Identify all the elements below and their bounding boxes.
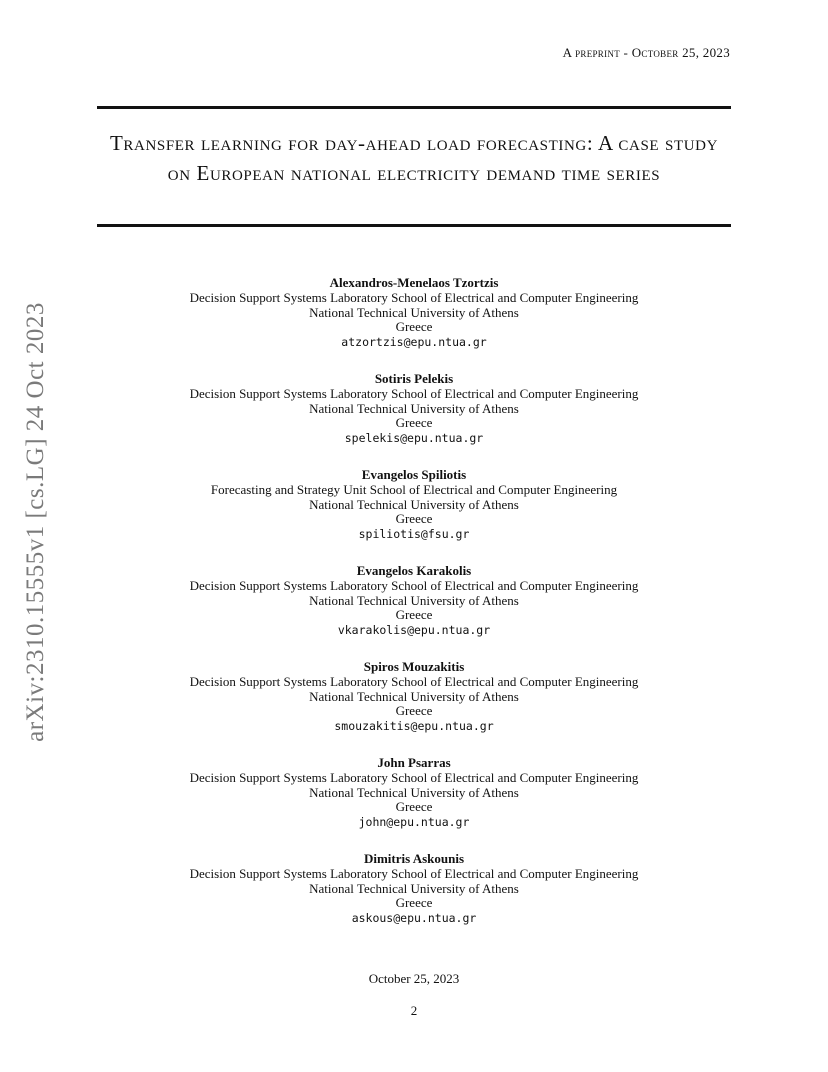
author-affiliation: Decision Support Systems Laboratory School of Electrical and Computer Engineering <box>189 865 639 881</box>
author-block <box>97 564 731 638</box>
author-university: National Technical University of Athens <box>309 784 519 800</box>
author-university: National Technical University of Athens <box>309 592 519 608</box>
title-rule-bottom <box>97 224 731 227</box>
author-email[interactable]: vkarakolis@epu.ntua.gr <box>337 623 491 638</box>
page-number: 2 <box>410 1003 418 1018</box>
author-university: National Technical University of Athens <box>309 688 519 704</box>
author-affiliation: Decision Support Systems Laboratory School of Electrical and Computer Engineering <box>189 769 639 785</box>
author-email[interactable]: john@epu.ntua.gr <box>358 815 470 830</box>
publication-date: October 25, 2023 <box>368 971 460 986</box>
author-university: National Technical University of Athens <box>309 496 519 512</box>
author-country: Greece <box>395 415 433 431</box>
author-email[interactable]: spelekis@epu.ntua.gr <box>344 431 484 446</box>
author-block <box>97 276 731 350</box>
author-country: Greece <box>395 511 433 527</box>
author-block <box>97 852 731 926</box>
author-country: Greece <box>395 607 433 623</box>
author-block <box>97 660 731 734</box>
author-university: National Technical University of Athens <box>309 304 519 320</box>
author-name: Sotiris Pelekis <box>374 370 454 386</box>
author-block <box>97 372 731 446</box>
author-email[interactable]: atzortzis@epu.ntua.gr <box>341 335 487 350</box>
author-name: Alexandros-Menelaos Tzortzis <box>329 275 499 290</box>
author-email[interactable]: smouzakitis@epu.ntua.gr <box>334 719 494 734</box>
running-header: A preprint - October 25, 2023 <box>562 45 730 60</box>
author-affiliation: Decision Support Systems Laboratory School of Electrical and Computer Engineering <box>189 289 639 305</box>
author-affiliation: Decision Support Systems Laboratory School of Electrical and Computer Engineering <box>189 385 639 401</box>
author-country: Greece <box>395 319 433 335</box>
author-affiliation: Decision Support Systems Laboratory School of Electrical and Computer Engineering <box>189 577 639 593</box>
author-affiliation: Forecasting and Strategy Unit School of Electrical and Computer Engineering <box>210 481 618 497</box>
title-rule-top <box>97 106 731 109</box>
author-name: Evangelos Karakolis <box>356 562 472 578</box>
author-list <box>97 276 731 948</box>
author-email[interactable]: askous@epu.ntua.gr <box>351 911 477 926</box>
arxiv-stamp: arXiv:2310.15555v1 [cs.LG] 24 Oct 2023 <box>22 302 49 742</box>
author-name: Spiros Mouzakitis <box>363 658 465 674</box>
author-name: John Psarras <box>377 754 451 770</box>
paper-title: Transfer learning for day-ahead load forecasting: A case study on European national electricity demand time series <box>109 131 719 185</box>
author-name: Dimitris Askounis <box>363 850 465 866</box>
author-name: Evangelos Spiliotis <box>361 466 467 482</box>
author-university: National Technical University of Athens <box>309 400 519 416</box>
author-email[interactable]: spiliotis@fsu.gr <box>358 527 470 542</box>
author-affiliation: Decision Support Systems Laboratory School of Electrical and Computer Engineering <box>189 673 639 689</box>
author-country: Greece <box>395 895 433 911</box>
author-university: National Technical University of Athens <box>309 880 519 896</box>
author-block <box>97 468 731 542</box>
author-country: Greece <box>395 703 433 719</box>
author-country: Greece <box>395 799 433 815</box>
author-block <box>97 756 731 830</box>
